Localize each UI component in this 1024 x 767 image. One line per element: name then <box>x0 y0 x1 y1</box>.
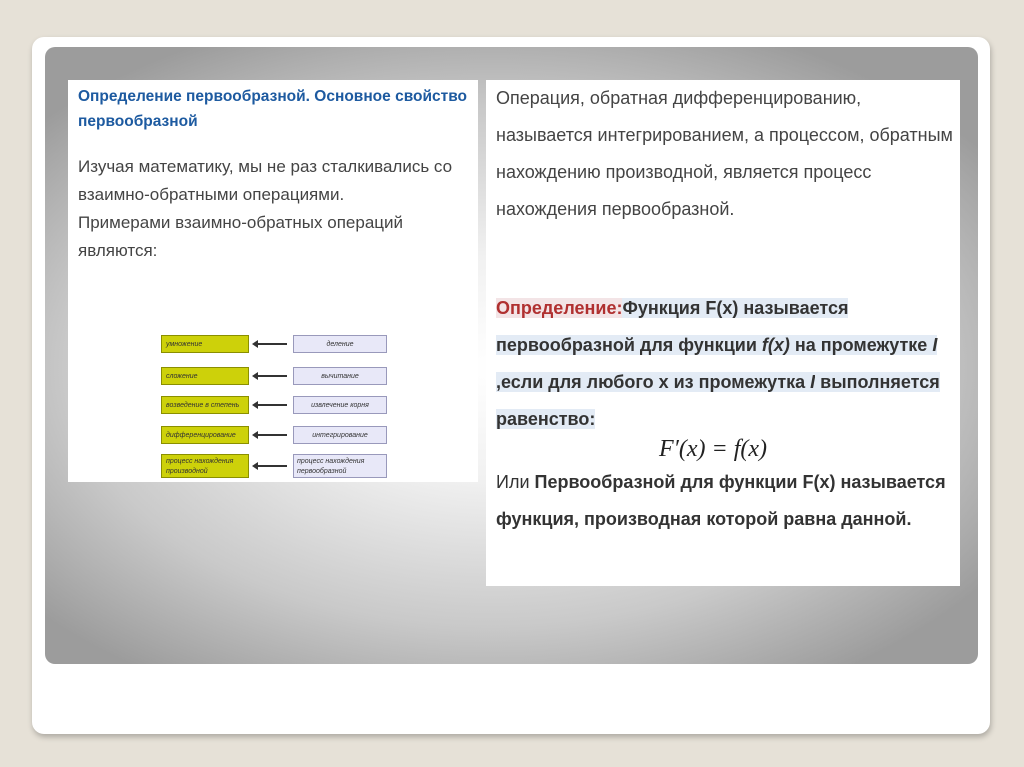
definition-interval-1: I <box>932 335 938 355</box>
diagram-inverse-box: извлечение корня <box>293 396 387 414</box>
or-word: Или <box>496 472 535 492</box>
definition-function-f: f(x) <box>761 335 790 355</box>
definition-text-4: выполняется равенство: <box>496 372 940 429</box>
arrow-left-icon <box>257 343 287 345</box>
diagram-inverse-box: процесс нахождения первообразной <box>293 454 387 478</box>
left-body-paragraph-2: Примерами взаимно-обратных операций являются: <box>78 213 404 260</box>
diagram-operation-box: дифференцирование <box>161 426 249 444</box>
diagram-inverse-box: деление <box>293 335 387 353</box>
definition-text-2: на промежутке <box>789 335 933 355</box>
intro-paragraph: Операция, обратная дифференцированию, называется интегрированием, а процессом, обратным нахождению производной, является процесс нахождения первообразной. <box>496 88 953 219</box>
diagram-operation-box: процесс нахождения производной <box>161 454 249 478</box>
slide-content-area <box>45 47 978 664</box>
diagram-inverse-box: интегрирование <box>293 426 387 444</box>
definition-text-3: ,если для любого х из промежутка <box>496 372 811 392</box>
diagram-operation-box: умножение <box>161 335 249 353</box>
diagram-operation-box: сложение <box>161 367 249 385</box>
arrow-left-icon <box>257 375 287 377</box>
left-body-paragraph-1: Изучая математику, мы не раз сталкивались со взаимно-обратными операциями. <box>78 157 453 204</box>
left-title: Определение первообразной. Основное свойство первообразной <box>78 88 468 130</box>
alternative-definition <box>496 464 956 538</box>
derivative-formula: F′(x) = f(x) <box>659 436 768 462</box>
left-image-panel <box>68 80 478 482</box>
left-body <box>78 153 473 265</box>
definition-label: Определение: <box>496 298 623 318</box>
right-text-panel <box>486 80 960 586</box>
alternative-definition-text: Первообразной для функции F(x) называется функция, производная которой равна данной. <box>496 472 946 529</box>
definition-interval-2: I <box>810 372 816 392</box>
arrow-left-icon <box>257 465 287 467</box>
definition-text-1: Функция F(x) называется первообразной для функции <box>496 298 849 355</box>
diagram-inverse-box: вычитание <box>293 367 387 385</box>
slide <box>32 37 990 734</box>
arrow-left-icon <box>257 434 287 436</box>
arrow-left-icon <box>257 404 287 406</box>
definition-paragraph <box>496 290 956 438</box>
diagram-operation-box: возведение в степень <box>161 396 249 414</box>
